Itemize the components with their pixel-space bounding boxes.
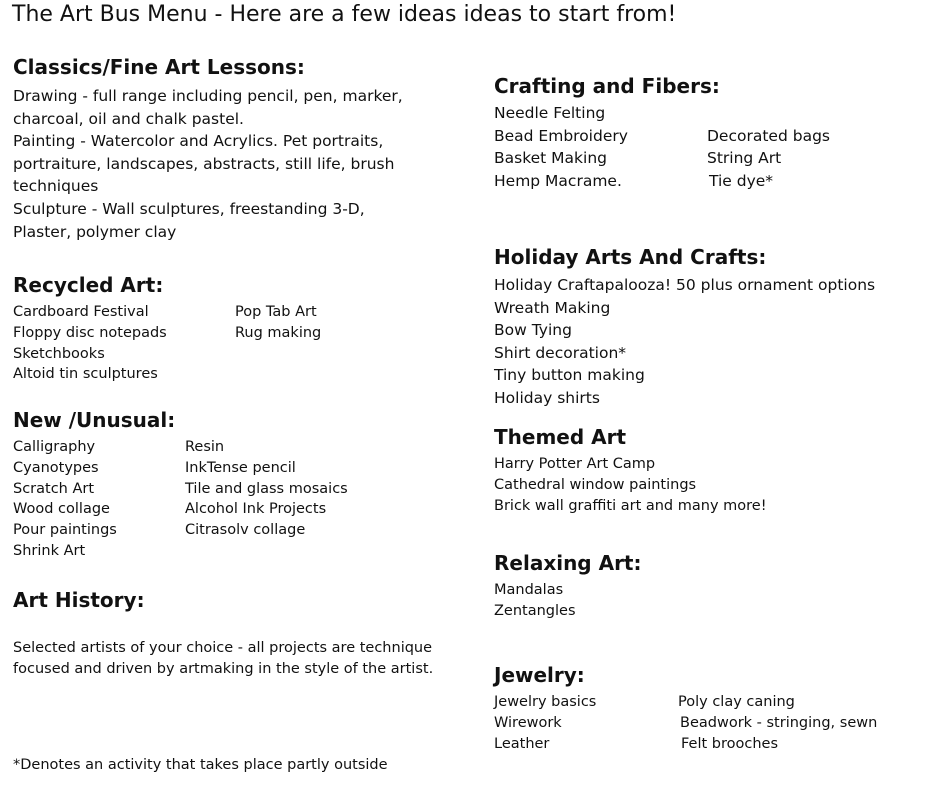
unusual-item: Shrink Art <box>13 542 86 559</box>
themed-item: Harry Potter Art Camp <box>494 456 656 472</box>
crafting-item: Decorated bags <box>707 126 830 145</box>
jewelry-col1 <box>494 692 596 754</box>
unusual-item: Pour paintings <box>13 522 117 539</box>
relaxing-item: Zentangles <box>494 602 576 619</box>
holiday-item: Shirt decoration* <box>494 343 627 362</box>
themed-heading: Themed Art <box>494 425 627 449</box>
unusual-item: Scratch Art <box>13 480 95 497</box>
classics-body <box>13 85 403 243</box>
holiday-item: Wreath Making <box>494 298 611 317</box>
themed-body <box>494 454 767 516</box>
relaxing-heading: Relaxing Art: <box>494 551 642 575</box>
jewelry-heading: Jewelry: <box>494 663 585 687</box>
jewelry-item: Jewelry basics <box>494 694 597 710</box>
crafting-item: String Art <box>707 149 782 168</box>
holiday-item: Holiday shirts <box>494 388 600 407</box>
footnote: *Denotes an activity that takes place partly outside <box>13 757 388 773</box>
jewelry-item: Poly clay caning <box>678 694 795 710</box>
crafting-col2 <box>707 125 830 193</box>
holiday-heading: Holiday Arts And Crafts: <box>494 245 767 269</box>
unusual-item: Cyanotypes <box>13 459 99 476</box>
relaxing-body <box>494 580 576 622</box>
relaxing-item: Mandalas <box>494 582 564 598</box>
recycled-item: Altoid tin sculptures <box>13 366 158 383</box>
crafting-item: Hemp Macrame. <box>494 171 622 190</box>
classics-line: Painting - Watercolor and Acrylics. Pet portraits, <box>13 132 384 151</box>
holiday-item: Holiday Craftapalooza! 50 plus ornament options <box>494 276 876 294</box>
recycled-item: Floppy disc notepads <box>13 324 167 341</box>
crafting-item: Needle Felting <box>494 104 606 122</box>
jewelry-item: Beadwork - stringing, sewn <box>680 714 878 731</box>
unusual-heading: New /Unusual: <box>13 408 176 432</box>
classics-line: charcoal, oil and chalk pastel. <box>13 109 244 128</box>
page-title: The Art Bus Menu - Here are a few ideas ideas to start from! <box>12 2 677 27</box>
history-body <box>13 638 433 680</box>
unusual-item: Resin <box>185 439 225 455</box>
unusual-item: Wood collage <box>13 501 110 518</box>
recycled-item: Rug making <box>235 324 322 341</box>
unusual-item: Calligraphy <box>13 439 96 455</box>
holiday-item: Bow Tying <box>494 321 572 340</box>
recycled-heading: Recycled Art: <box>13 273 164 297</box>
themed-item: Cathedral window paintings <box>494 476 697 493</box>
unusual-col2 <box>185 437 348 541</box>
crafting-item: Basket Making <box>494 149 607 168</box>
unusual-item: Tile and glass mosaics <box>185 480 348 497</box>
unusual-item: Citrasolv collage <box>185 522 306 539</box>
unusual-item: Alcohol Ink Projects <box>185 501 327 518</box>
recycled-item: Cardboard Festival <box>13 304 149 320</box>
classics-line: Plaster, polymer clay <box>13 222 177 241</box>
crafting-item: Tie dye* <box>709 171 774 190</box>
holiday-item: Tiny button making <box>494 366 645 385</box>
recycled-col2 <box>235 302 321 344</box>
recycled-item: Pop Tab Art <box>235 304 317 320</box>
crafting-heading: Crafting and Fibers: <box>494 74 720 98</box>
crafting-col1 <box>494 102 628 192</box>
history-heading: Art History: <box>13 588 145 612</box>
jewelry-col2 <box>678 692 877 754</box>
themed-item: Brick wall graffiti art and many more! <box>494 497 767 514</box>
jewelry-item: Felt brooches <box>681 735 779 752</box>
classics-line: Sculpture - Wall sculptures, freestanding 3-D, <box>13 199 365 218</box>
jewelry-item: Wirework <box>494 714 562 731</box>
classics-line: techniques <box>13 177 99 196</box>
recycled-item: Sketchbooks <box>13 345 105 362</box>
history-line: focused and driven by artmaking in the style of the artist. <box>13 660 434 677</box>
classics-heading: Classics/Fine Art Lessons: <box>13 55 305 79</box>
classics-line: Drawing - full range including pencil, pen, marker, <box>13 87 403 105</box>
classics-line: portraiture, landscapes, abstracts, still life, brush <box>13 154 395 173</box>
unusual-col1 <box>13 437 117 562</box>
unusual-item: InkTense pencil <box>185 459 296 476</box>
crafting-item: Bead Embroidery <box>494 126 628 145</box>
history-line: Selected artists of your choice - all projects are technique <box>13 640 433 656</box>
jewelry-item: Leather <box>494 735 550 752</box>
holiday-body <box>494 274 875 410</box>
recycled-col1 <box>13 302 167 385</box>
